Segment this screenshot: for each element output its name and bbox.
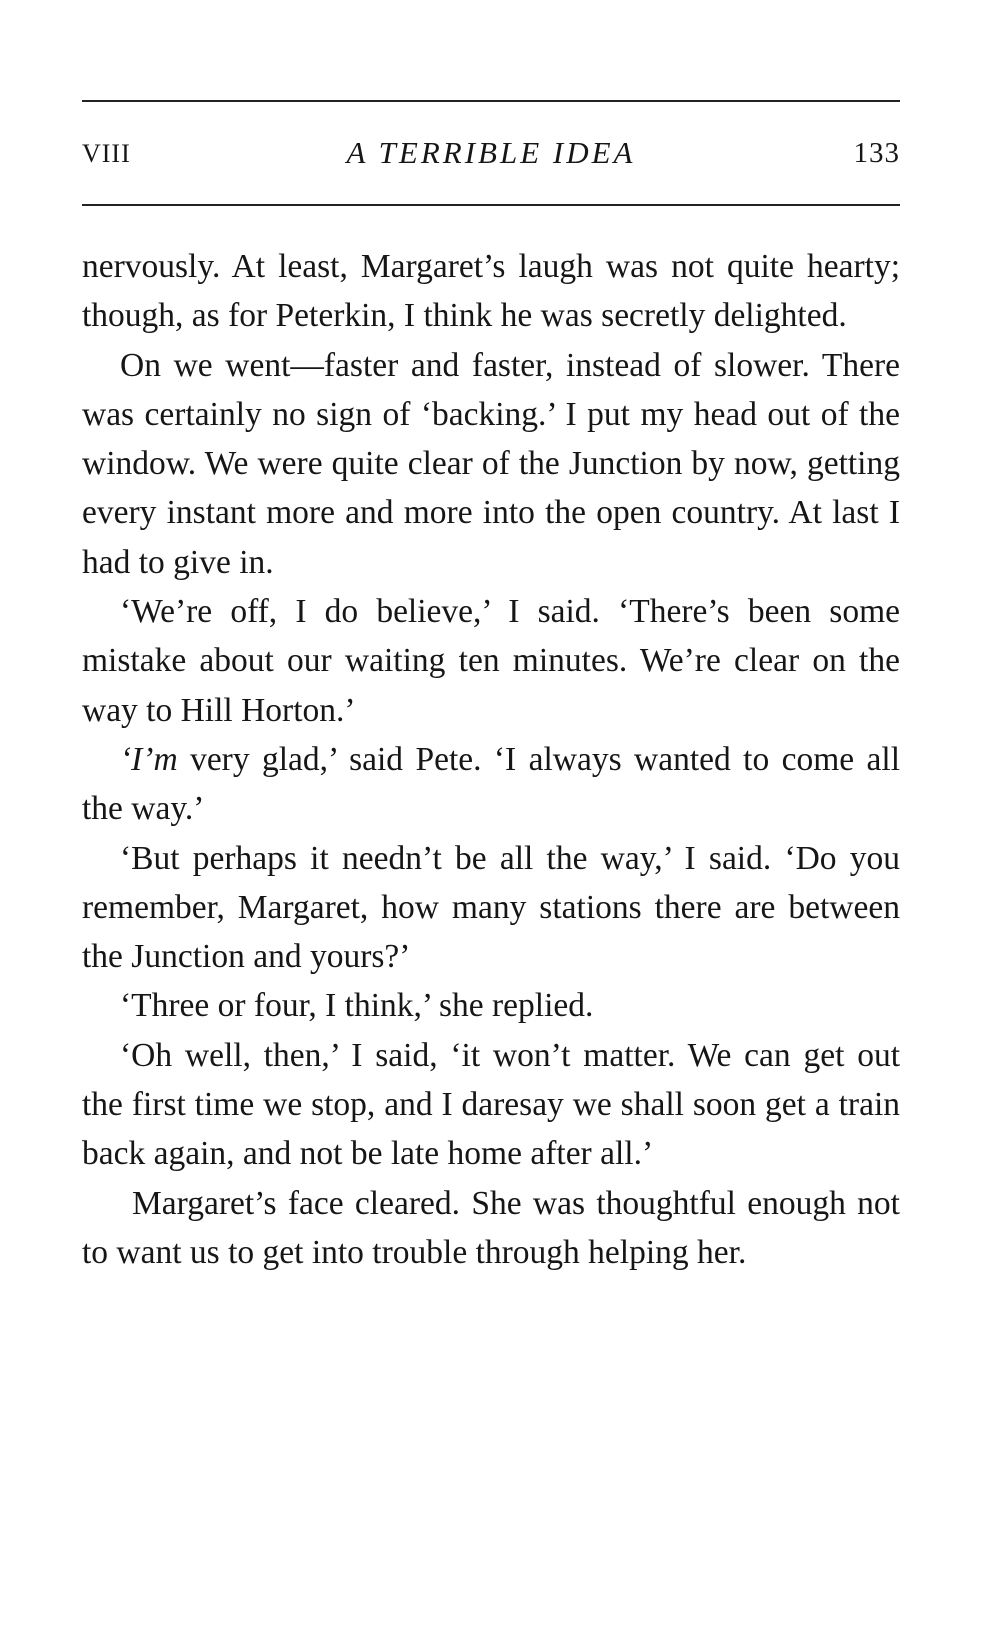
- page-number: 133: [853, 137, 900, 169]
- paragraph-2: On we went—faster and faster, instead of slower. There was certainly no sign of ‘backing.’ I put my head out of the window. We were quite clear of the Junction by now, getting every instant more and more into the open country. At last I had to give in.: [82, 346, 900, 581]
- paragraph-4-text: very glad,’ said Pete. ‘I always wanted to come all the way.’: [82, 740, 900, 828]
- paragraph-1: nervously. At least, Margaret’s laugh was not quite hearty; though, as for Peterkin, I think he was secretly delighted.: [82, 248, 900, 335]
- paragraph-6: ‘Three or four, I think,’ she replied.: [120, 987, 594, 1025]
- paragraph-4: [82, 735, 900, 834]
- body-text: [82, 242, 900, 1277]
- header-rule: [82, 204, 900, 206]
- book-page: [82, 100, 900, 1277]
- running-title: A TERRIBLE IDEA: [346, 135, 636, 170]
- paragraph-7: ‘Oh well, then,’ I said, ‘it won’t matter. We can get out the first time we stop, and I daresay we shall soon get a train back again, and not be late home after all.’: [82, 1036, 900, 1173]
- emphasis-text: ‘I’m: [120, 740, 178, 778]
- paragraph-5: ‘But perhaps it needn’t be all the way,’ I said. ‘Do you remember, Margaret, how many stations there are between the Junction and yours?’: [82, 839, 900, 976]
- paragraph-8: Margaret’s face cleared. She was thoughtful enough not to want us to get into trouble through helping her.: [82, 1184, 900, 1271]
- chapter-number: VIII: [82, 139, 131, 168]
- running-header: [82, 102, 900, 204]
- paragraph-3: ‘We’re off, I do believe,’ I said. ‘There’s been some mistake about our waiting ten minutes. We’re clear on the way to Hill Horton.’: [82, 593, 900, 729]
